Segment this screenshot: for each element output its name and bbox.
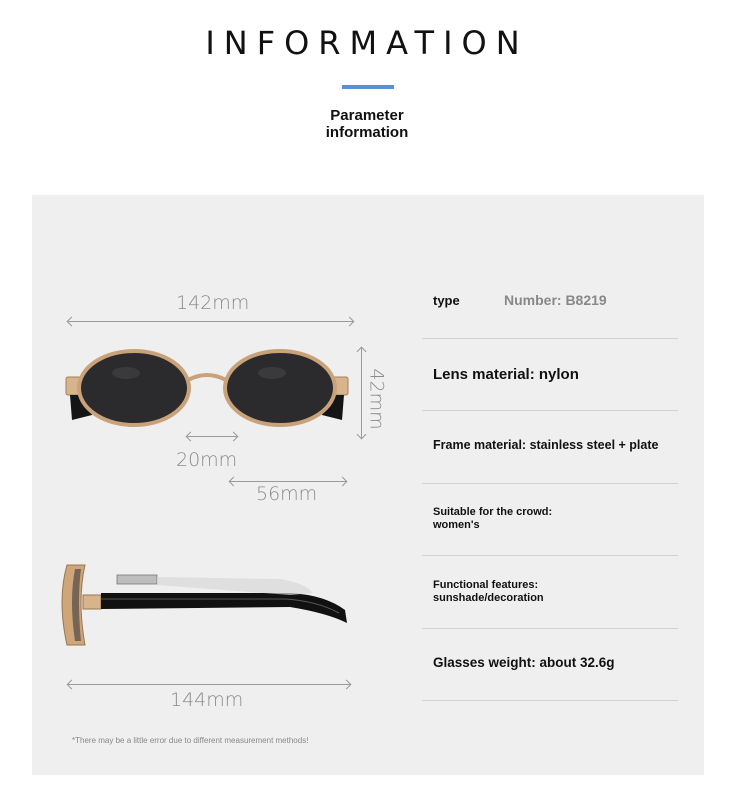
lens-width-arrow	[230, 481, 346, 482]
spec-weight: Glasses weight: about 32.6g	[433, 655, 615, 670]
spec-model-number: Number: B8219	[504, 292, 607, 308]
spec-frame-material: Frame material: stainless steel + plate	[433, 438, 659, 452]
spec-crowd-line-1: Suitable for the crowd:	[433, 506, 553, 518]
temple-length-label: 144mm	[170, 689, 244, 711]
total-width-arrow	[68, 321, 353, 322]
lens-width-label: 56mm	[256, 483, 318, 505]
divider	[422, 338, 678, 339]
divider	[422, 410, 678, 411]
accent-bar	[342, 85, 394, 89]
glasses-front-image	[62, 340, 362, 440]
bridge-arrow	[187, 436, 237, 437]
measurement-footnote: *There may be a little error due to different measurement methods!	[72, 736, 309, 745]
divider	[422, 628, 678, 629]
spec-lens-material: Lens material: nylon	[433, 366, 579, 383]
subtitle-line-2: information	[325, 124, 409, 141]
glasses-side-image	[55, 555, 355, 655]
info-panel	[32, 195, 704, 775]
temple-length-arrow	[68, 684, 350, 685]
spec-features-line-2: sunshade/decoration	[433, 592, 544, 604]
spec-features-line-1: Functional features:	[433, 579, 539, 591]
section-subtitle	[0, 107, 734, 141]
spec-crowd-line-2: women's	[433, 519, 480, 531]
spec-features	[433, 579, 544, 605]
lens-height-arrow	[361, 348, 362, 438]
page-title: INFORMATION	[205, 24, 529, 62]
spec-target-crowd	[433, 506, 552, 532]
bridge-label: 20mm	[176, 449, 238, 471]
divider	[422, 483, 678, 484]
lens-height-label: 42mm	[365, 368, 388, 430]
subtitle-line-1: Parameter	[330, 107, 404, 124]
total-width-label: 142mm	[176, 292, 250, 314]
divider	[422, 555, 678, 556]
spec-type-label: type	[433, 293, 460, 308]
divider	[422, 700, 678, 701]
